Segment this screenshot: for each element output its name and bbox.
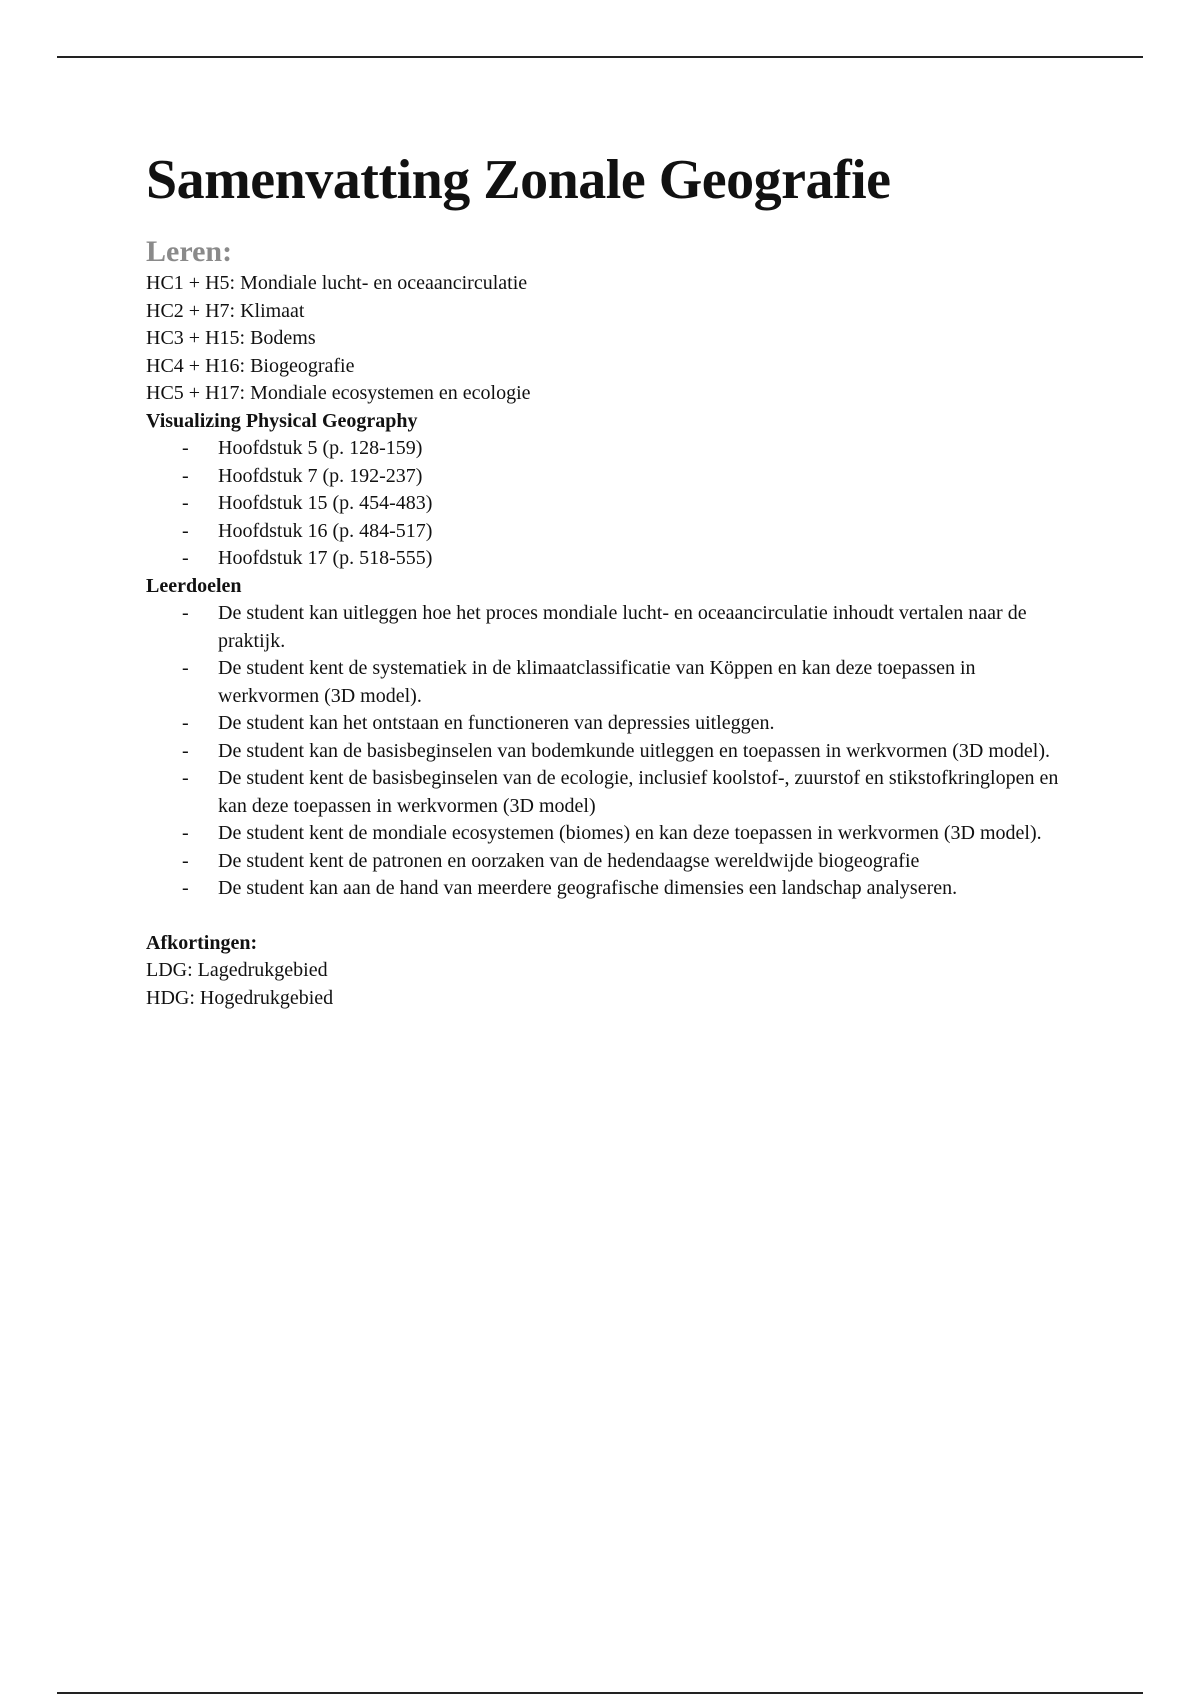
dash-bullet: -: [182, 739, 189, 762]
book-heading: Visualizing Physical Geography: [146, 409, 418, 432]
list-item: [182, 545, 1066, 573]
dash-bullet: -: [182, 519, 189, 542]
book-chapter-list: [146, 435, 1066, 573]
leren-item: HC1 + H5: Mondiale lucht- en oceaancirculatie: [146, 272, 528, 294]
afkortingen-heading: Afkortingen:: [146, 931, 258, 954]
leerdoel-text: De student kan uitleggen hoe het proces mondiale lucht- en oceaancirculatie inhoudt vertalen naar de praktijk.: [218, 602, 1027, 652]
leerdoel-text: De student kent de basisbeginselen van de ecologie, inclusief koolstof-, zuurstof en stikstofkringlopen en kan deze toepassen in werkvormen (3D model): [218, 767, 1059, 817]
list-item: [182, 463, 1066, 491]
leren-item: HC3 + H15: Bodems: [146, 327, 316, 349]
dash-bullet: -: [182, 547, 189, 569]
afkorting-item: LDG: Lagedrukgebied: [146, 959, 328, 981]
paragraph-spacer: [146, 903, 1066, 930]
leren-list: [146, 270, 1066, 408]
leerdoel-text: De student kent de systematiek in de klimaatclassificatie van Köppen en kan deze toepassen in werkvormen (3D model).: [218, 657, 976, 707]
leerdoelen-list: [146, 600, 1066, 903]
list-item: [182, 848, 1066, 876]
list-item: [182, 875, 1066, 903]
leerdoel-text: De student kent de patronen en oorzaken van de hedendaagse wereldwijde biogeografie: [218, 849, 920, 872]
chapter-text: Hoofdstuk 7 (p. 192-237): [218, 464, 423, 487]
list-item: [182, 655, 1066, 710]
dash-bullet: -: [182, 822, 189, 844]
footer-rule: [57, 1692, 1143, 1694]
dash-bullet: -: [182, 602, 189, 624]
document-body: [146, 148, 1066, 1012]
list-item: [182, 738, 1066, 766]
chapter-text: Hoofdstuk 17 (p. 518-555): [218, 547, 433, 569]
list-item: [182, 490, 1066, 518]
chapter-text: Hoofdstuk 15 (p. 454-483): [218, 492, 433, 514]
leren-item: HC5 + H17: Mondiale ecosystemen en ecologie: [146, 382, 531, 404]
afkorting-item: HDG: Hogedrukgebied: [146, 986, 334, 1009]
leerdoel-text: De student kent de mondiale ecosystemen (biomes) en kan deze toepassen in werkvormen (3D model).: [218, 822, 1042, 844]
dash-bullet: -: [182, 767, 189, 789]
dash-bullet: -: [182, 492, 189, 514]
leerdoel-text: De student kan het ontstaan en functioneren van depressies uitleggen.: [218, 712, 775, 734]
header-rule: [57, 56, 1143, 58]
list-item: [182, 765, 1066, 820]
dash-bullet: -: [182, 464, 189, 487]
dash-bullet: -: [182, 437, 189, 459]
document-title: Samenvatting Zonale Geografie: [146, 149, 891, 211]
list-item: [182, 710, 1066, 738]
chapter-text: Hoofdstuk 5 (p. 128-159): [218, 437, 423, 459]
leren-heading: Leren:: [146, 235, 233, 268]
leerdoelen-heading: Leerdoelen: [146, 574, 242, 597]
dash-bullet: -: [182, 657, 189, 679]
leren-item: HC2 + H7: Klimaat: [146, 299, 305, 322]
dash-bullet: -: [182, 712, 189, 734]
leerdoel-text: De student kan aan de hand van meerdere geografische dimensies een landschap analyseren.: [218, 877, 958, 899]
list-item: [182, 518, 1066, 546]
list-item: [182, 435, 1066, 463]
list-item: [182, 820, 1066, 848]
leerdoel-text: De student kan de basisbeginselen van bodemkunde uitleggen en toepassen in werkvormen (3D model).: [218, 739, 1051, 762]
dash-bullet: -: [182, 877, 189, 899]
chapter-text: Hoofdstuk 16 (p. 484-517): [218, 519, 433, 542]
dash-bullet: -: [182, 849, 189, 872]
list-item: [182, 600, 1066, 655]
leren-item: HC4 + H16: Biogeografie: [146, 354, 355, 377]
